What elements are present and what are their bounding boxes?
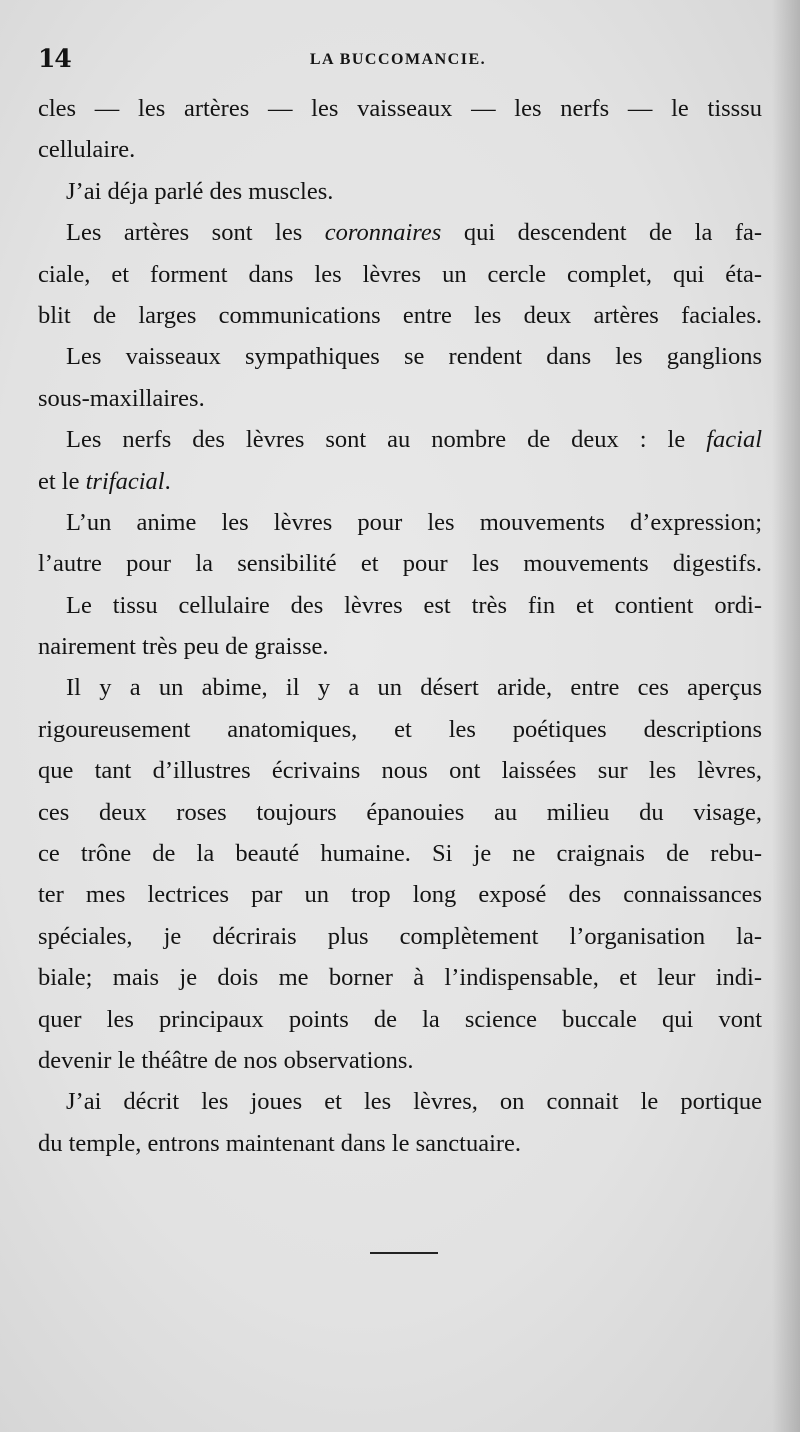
text-line: cellulaire. bbox=[38, 136, 136, 164]
section-end-rule bbox=[370, 1252, 438, 1254]
text-span: qui descendent de la fa- bbox=[463, 219, 763, 247]
text-line: spéciales, je décrirais plus complètement l’organisation la- bbox=[38, 922, 762, 950]
body-text bbox=[38, 88, 762, 1164]
italic-term: trifacial bbox=[85, 467, 165, 495]
italic-term: coronnaires bbox=[324, 219, 442, 247]
text-line: quer les principaux points de la science buccale qui vont bbox=[38, 1005, 762, 1033]
text-span: Les nerfs des lèvres sont au nombre de deux : le bbox=[66, 426, 686, 454]
italic-term: facial bbox=[706, 426, 762, 454]
text-line: J’ai déja parlé des muscles. bbox=[66, 177, 334, 205]
page-edge-shadow bbox=[772, 0, 800, 1432]
text-line: Le tissu cellulaire des lèvres est très fin et contient ordi- bbox=[66, 591, 762, 619]
text-line: rigoureusement anatomiques, et les poétiques descriptions bbox=[38, 715, 762, 743]
text-span: et le bbox=[38, 467, 80, 495]
text-line: du temple, entrons maintenant dans le sanctuaire. bbox=[38, 1129, 522, 1157]
text-line: ce trône de la beauté humaine. Si je ne craignais de rebu- bbox=[38, 840, 762, 868]
page-header bbox=[38, 42, 758, 78]
text-line bbox=[38, 461, 762, 502]
text-line: devenir le théâtre de nos observations. bbox=[38, 1046, 414, 1074]
running-title: LA BUCCOMANCIE. bbox=[309, 51, 487, 68]
text-line: blit de larges communications entre les deux artères faciales. bbox=[38, 301, 762, 329]
text-span: Les artères sont les bbox=[66, 219, 303, 247]
text-line bbox=[38, 212, 762, 253]
text-line: Il y a un abime, il y a un désert aride, entre ces aperçus bbox=[66, 674, 762, 702]
text-line: biale; mais je dois me borner à l’indispensable, et leur indi- bbox=[38, 964, 762, 992]
text-line: L’un anime les lèvres pour les mouvements d’expression; bbox=[66, 508, 762, 536]
text-span: . bbox=[164, 467, 171, 495]
text-line: Les vaisseaux sympathiques se rendent dans les ganglions bbox=[66, 343, 762, 371]
text-line: nairement très peu de graisse. bbox=[38, 633, 329, 661]
text-line: ciale, et forment dans les lèvres un cercle complet, qui éta- bbox=[38, 260, 762, 288]
text-line bbox=[38, 419, 762, 460]
text-line: l’autre pour la sensibilité et pour les mouvements digestifs. bbox=[38, 550, 762, 578]
text-line: que tant d’illustres écrivains nous ont laissées sur les lèvres, bbox=[38, 757, 762, 785]
text-line: ter mes lectrices par un trop long exposé des connaissances bbox=[38, 881, 762, 909]
text-line: sous-maxillaires. bbox=[38, 384, 205, 412]
text-line: J’ai décrit les joues et les lèvres, on connait le portique bbox=[66, 1088, 762, 1116]
text-line: ces deux roses toujours épanouies au milieu du visage, bbox=[38, 798, 762, 826]
text-line: cles — les artères — les vaisseaux — les nerfs — le tisssu bbox=[38, 95, 762, 122]
page-number: 14 bbox=[38, 44, 71, 73]
